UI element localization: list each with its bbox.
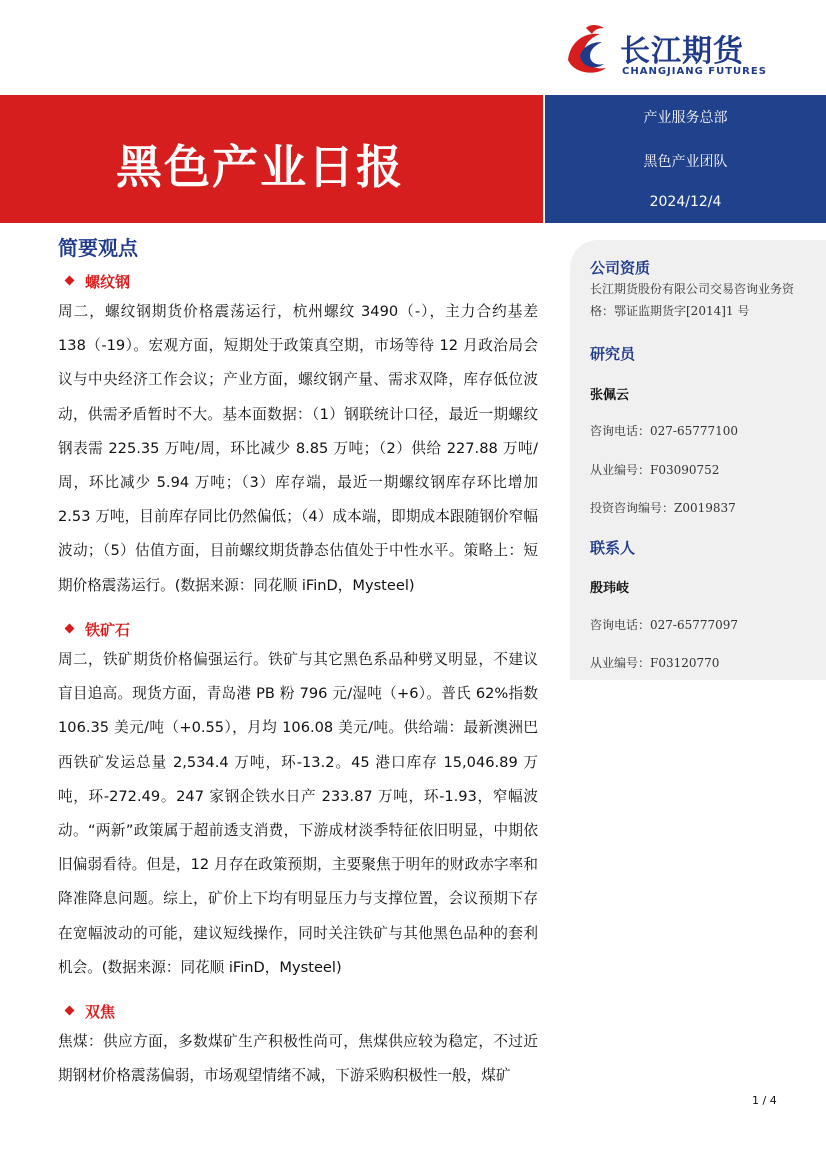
section-text-iron-ore: 周二，铁矿期货价格偏强运行。铁矿与其它黑色系品种劈叉明显，不建议盲目追高。现货方面，青岛港 PB 粉 796 元/湿吨（+6）。普氏 62%指数 106.35 美元/吨（+0.55），月均 106.08 美元/吨。供给端：最新澳洲巴西铁矿发运总量 2,534.4 万吨，环-13.2。45 港口库存 15,046.89 万吨，环-272.49。247 家钢企铁水日产 233.87 万吨，环-1.93，窄幅波动。“两新”政策属于超前透支消费，下游成材淡季特征依旧明显，中期依旧偏弱看待。但是，12 月存在政策预期，主要聚焦于明年的财政赤字率和降准降息问题。综上，矿价上下均有明显压力与支撑位置，会议预期下存在宽幅波动的可能，建议短线操作，同时关注铁矿与其他黑色品种的套利机会。(数据来源：同花顺 iFinD，Mysteel) — [58, 651, 538, 976]
company-qualification-text: 长江期货股份有限公司交易咨询业务资格：鄂证监期货字[2014]1 号 — [590, 282, 795, 318]
company-qualification-heading: 公司资质 — [590, 259, 651, 277]
section-heading-rebar — [66, 271, 130, 292]
report-date: 2024/12/4 — [649, 194, 722, 210]
logo-english-name: CHANGJIANG FUTURES — [622, 66, 767, 77]
researcher-name: 张佩云 — [590, 388, 630, 403]
report-title: 黑色产业日报 — [116, 140, 404, 194]
logo-chinese-name: 长江期货 — [620, 34, 744, 69]
section-heading-label: 双焦 — [85, 1003, 116, 1021]
researcher-heading: 研究员 — [590, 345, 636, 363]
diamond-bullet-icon — [65, 624, 75, 634]
contact-license: 从业编号：F03120770 — [590, 656, 720, 670]
researcher-license: 从业编号：F03090752 — [590, 463, 720, 477]
section-text-coke-coal: 焦煤：供应方面，多数煤矿生产积极性尚可，焦煤供应较为稳定，不过近期钢材价格震荡偏弱，市场观望情绪不减，下游采购积极性一般，煤矿 — [58, 1033, 538, 1085]
researcher-advisory-license: 投资咨询编号：Z0019837 — [590, 501, 736, 515]
section-text-rebar: 周二，螺纹钢期货价格震荡运行，杭州螺纹 3490（-），主力合约基差 138（-19）。宏观方面，短期处于政策真空期，市场等待 12 月政治局会议与中央经济工作会议；产业方面，螺纹钢产量、需求双降，库存低位波动，供需矛盾暂时不大。基本面数据：（1）钢联统计口径，最近一期螺纹钢表需 225.35 万吨/周，环比减少 8.85 万吨；（2）供给 227.88 万吨/周，环比减少 5.94 万吨；（3）库存端，最近一期螺纹钢库存环比增加 2.53 万吨，目前库存同比仍然偏低；（4）成本端，即期成本跟随钢价窄幅波动；（5）估值方面，目前螺纹期货静态估值处于中性水平。策略上：短期价格震荡运行。(数据来源：同花顺 iFinD，Mysteel) — [58, 303, 538, 594]
diamond-bullet-icon — [65, 1006, 75, 1016]
company-logo — [560, 20, 790, 80]
contact-name: 殷玮岐 — [590, 581, 630, 596]
section-heading-iron-ore — [66, 619, 130, 640]
section-heading-coke-coal — [66, 1001, 115, 1022]
phoenix-logo-icon — [560, 20, 618, 78]
report-title-banner — [0, 95, 543, 223]
section-heading-label: 螺纹钢 — [85, 273, 131, 291]
section-heading-label: 铁矿石 — [85, 621, 131, 639]
summary-heading: 简要观点 — [58, 236, 138, 260]
team-label: 黑色产业团队 — [643, 154, 728, 170]
department-label: 产业服务总部 — [643, 110, 728, 126]
contact-heading: 联系人 — [590, 539, 636, 557]
diamond-bullet-icon — [65, 276, 75, 286]
contact-phone: 咨询电话：027-65777097 — [590, 618, 739, 632]
page-number: 1 / 4 — [752, 1094, 777, 1107]
researcher-phone: 咨询电话：027-65777100 — [590, 424, 739, 438]
report-info-banner — [545, 95, 826, 223]
